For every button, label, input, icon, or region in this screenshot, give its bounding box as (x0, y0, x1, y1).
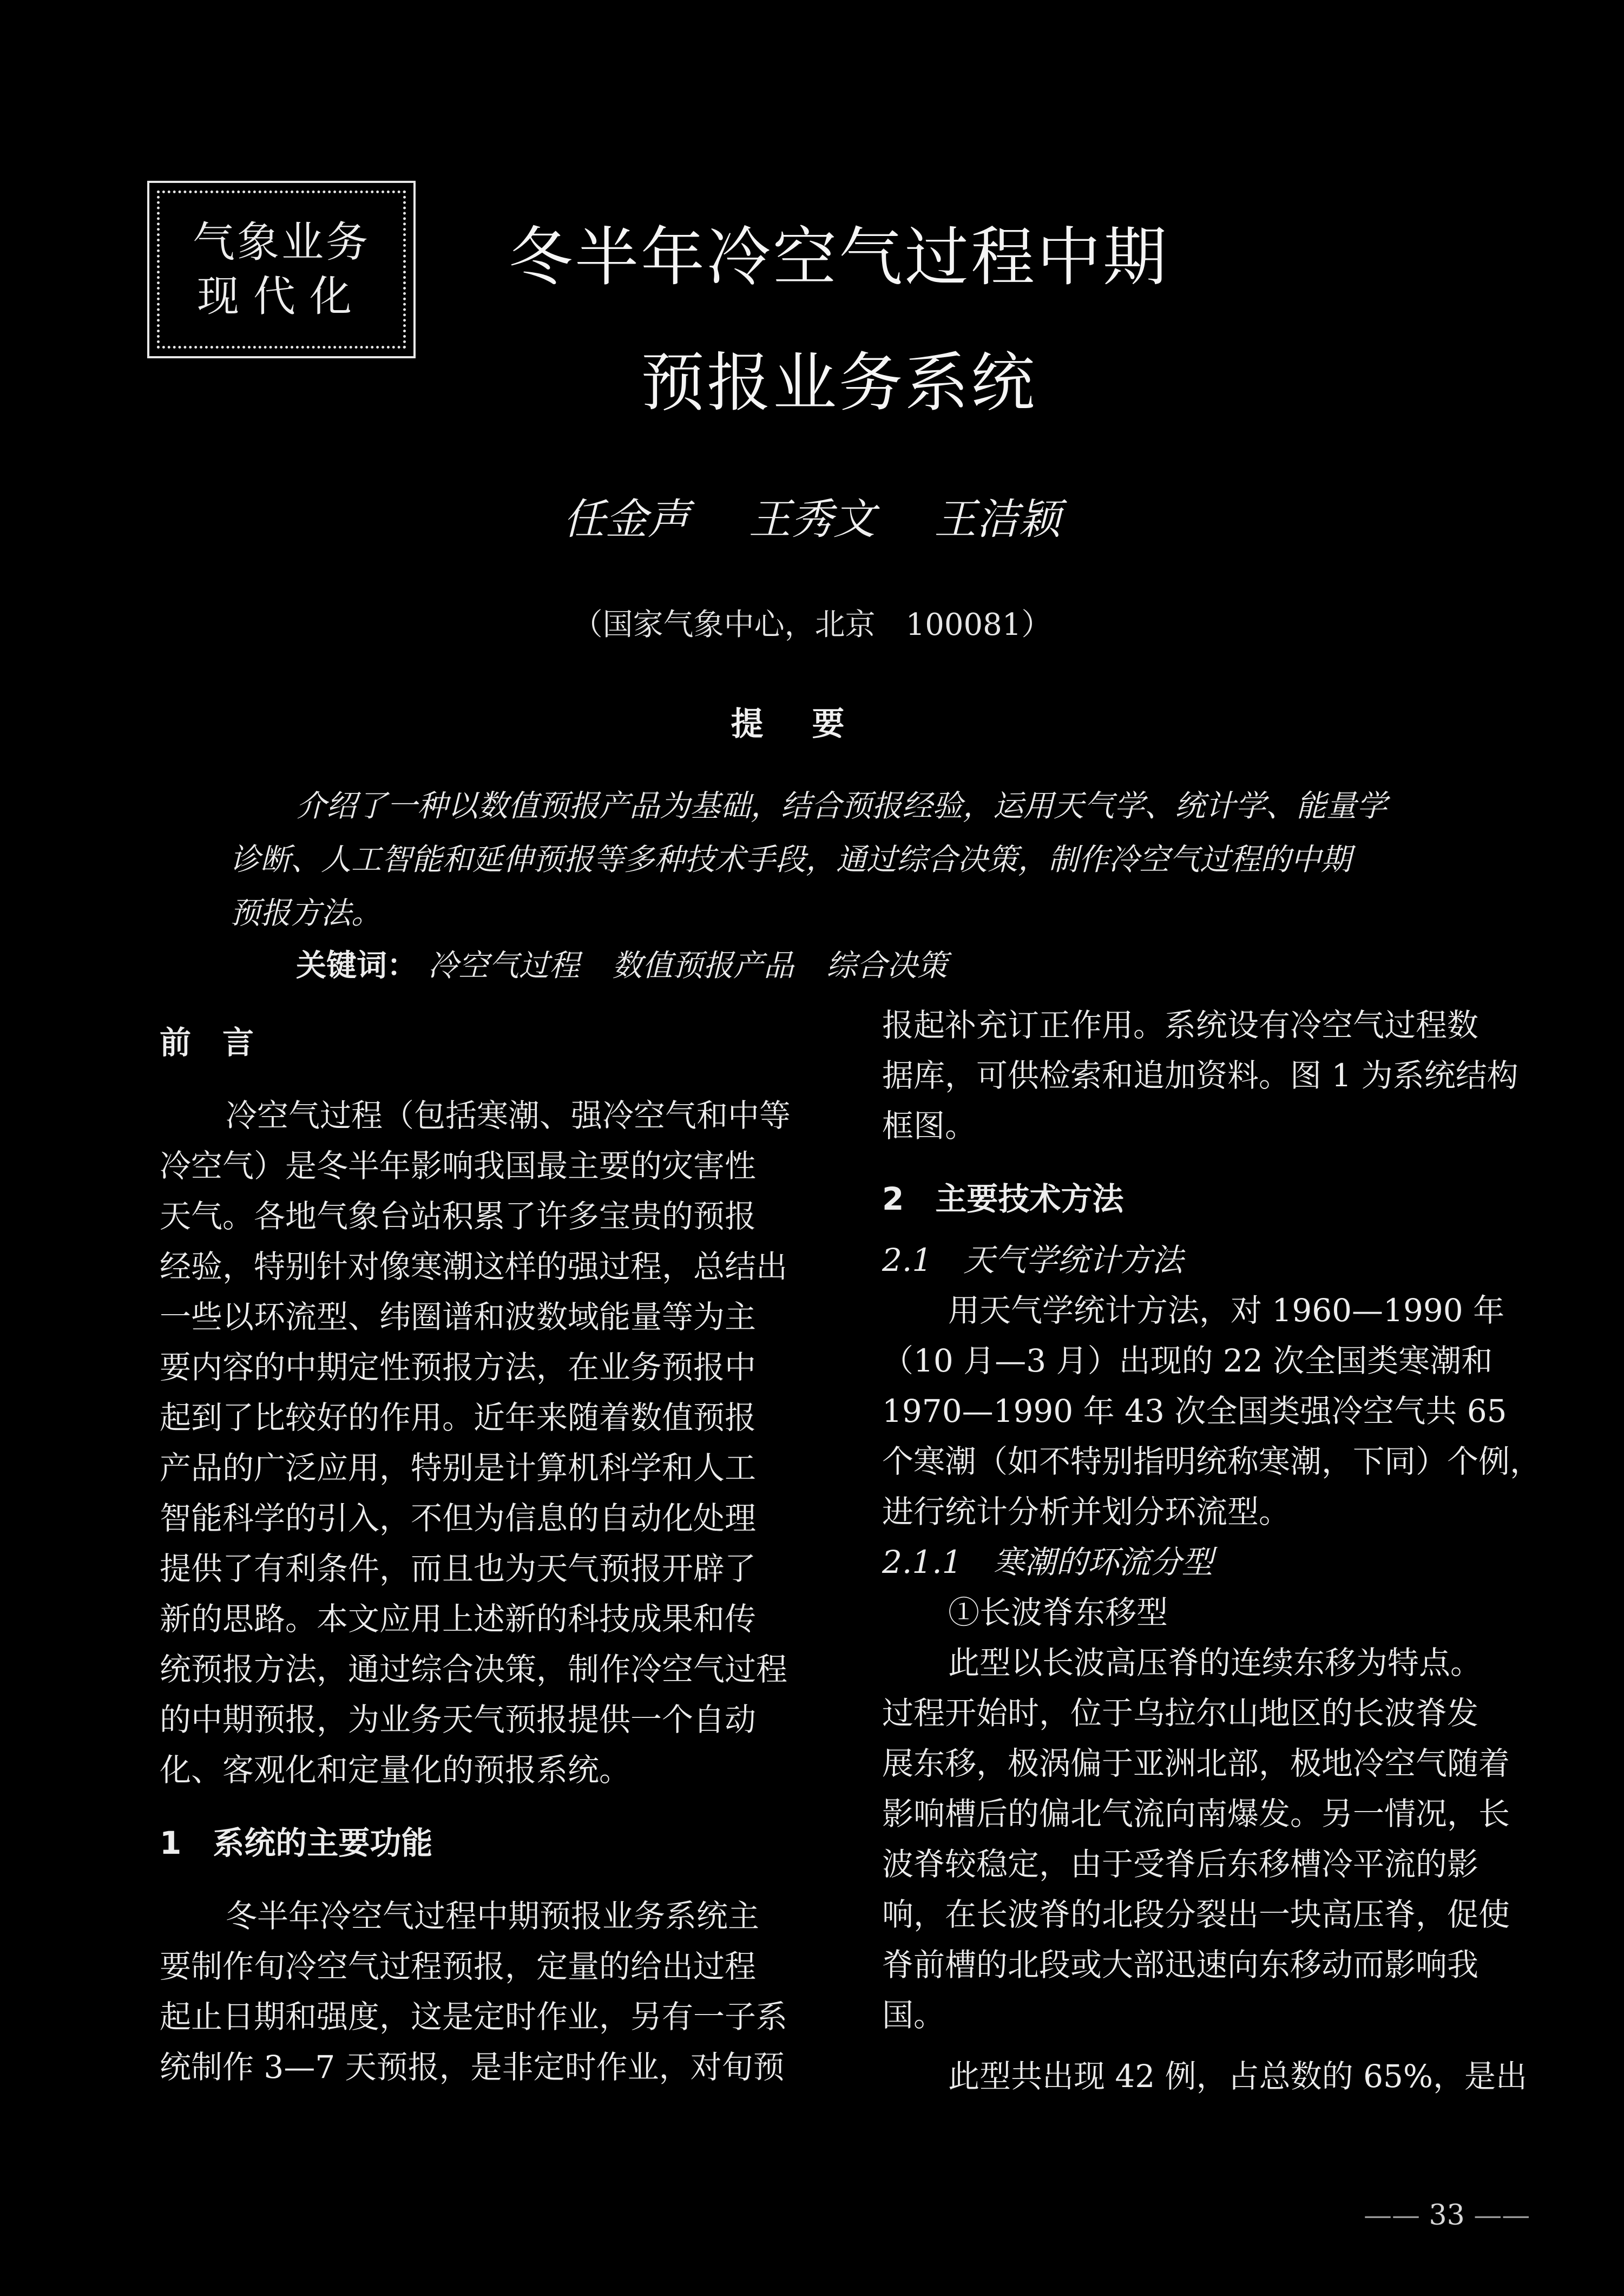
body-line: 进行统计分析并划分环流型。 (882, 1493, 1291, 1530)
body-line: 此型以长波高压脊的连续东移为特点。 (948, 1644, 1482, 1681)
body-line: 起到了比较好的作用。近年来随着数值预报 (160, 1399, 757, 1436)
page-title-line-1: 冬半年冷空气过程中期 (508, 220, 1169, 294)
author-name: 任金声 (563, 495, 690, 544)
author-list (0, 493, 1624, 547)
abstract-line: 介绍了一种以数值预报产品为基础，结合预报经验，运用天气学、统计学、能量学 (296, 789, 1387, 824)
page-number-dash-left: —— (1364, 2199, 1429, 2232)
body-line: 经验，特别针对像寒潮这样的强过程，总结出 (160, 1248, 788, 1285)
abstract-heading: 提要 (731, 705, 893, 743)
subsection-2-1-1-heading: 2.1.1 寒潮的环流分型 (882, 1544, 1213, 1580)
body-line: 框图。 (882, 1107, 977, 1144)
column-badge (157, 191, 406, 349)
body-line: 报起补充订正作用。系统设有冷空气过程数 (882, 1007, 1479, 1044)
body-line: 冷空气）是冬半年影响我国最主要的灾害性 (160, 1147, 757, 1184)
body-line: 统预报方法，通过综合决策，制作冷空气过程 (160, 1651, 788, 1688)
body-line: 据库，可供检索和追加资料。图 1 为系统结构 (882, 1057, 1518, 1094)
abstract-body (230, 779, 1491, 940)
body-line: 冷空气过程（包括寒潮、强冷空气和中等 (226, 1097, 791, 1134)
keywords (296, 944, 948, 988)
body-line: 用天气学统计方法，对 1960—1990 年 (948, 1292, 1505, 1329)
author-name: 王秀文 (748, 495, 876, 544)
body-line: 要内容的中期定性预报方法，在业务预报中 (160, 1349, 757, 1386)
section-2-heading: 2 主要技术方法 (882, 1180, 1124, 1217)
type-1-heading: ①长波脊东移型 (948, 1594, 1168, 1631)
body-line: 化、客观化和定量化的预报系统。 (160, 1751, 631, 1788)
body-line: 产品的广泛应用，特别是计算机科学和人工 (160, 1449, 757, 1486)
page-title-line-2: 预报业务系统 (640, 345, 1037, 420)
body-line: 个寒潮（如不特别指明统称寒潮，下同）个例， (882, 1443, 1542, 1480)
author-name: 王洁颖 (934, 495, 1061, 544)
body-line: （10 月—3 月）出现的 22 次全国类寒潮和 (882, 1342, 1493, 1379)
body-line: 要制作旬冷空气过程预报，定量的给出过程 (160, 1948, 757, 1985)
left-column (160, 1018, 809, 2092)
right-column (882, 1000, 1542, 2102)
keyword: 冷空气过程 (428, 948, 580, 983)
abstract-line: 诊断、人工智能和延伸预报等多种技术手段，通过综合决策，制作冷空气过程的中期 (230, 842, 1351, 877)
body-line: 影响槽后的偏北气流向南爆发。另一情况，长 (882, 1795, 1510, 1832)
page-number-dash-right: —— (1464, 2199, 1530, 2232)
body-line: 天气。各地气象台站积累了许多宝贵的预报 (160, 1198, 757, 1235)
body-line: 一些以环流型、纬圈谱和波数域能量等为主 (160, 1298, 757, 1335)
body-line: 展东移，极涡偏于亚洲北部，极地冷空气随着 (882, 1745, 1510, 1782)
keywords-label: 关键词： (296, 948, 417, 983)
keyword: 数值预报产品 (612, 948, 794, 983)
page-number (1364, 2196, 1530, 2234)
body-line: 智能科学的引入，不但为信息的自动化处理 (160, 1500, 757, 1537)
body-line: 脊前槽的北段或大部迅速向东移动而影响我 (882, 1946, 1479, 1983)
body-line: 冬半年冷空气过程中期预报业务系统主 (226, 1898, 760, 1934)
body-line: 波脊较稳定，由于受脊后东移槽冷平流的影 (882, 1846, 1479, 1882)
body-line: 起止日期和强度，这是定时作业，另有一子系 (160, 1998, 788, 2035)
body-line: 统制作 3—7 天预报，是非定时作业，对旬预 (160, 2049, 785, 2085)
section-1-heading: 1 系统的主要功能 (160, 1825, 433, 1861)
body-line: 1970—1990 年 43 次全国类强冷空气共 65 (882, 1393, 1507, 1429)
body-line: 国。 (882, 1997, 945, 2033)
body-line: 此型共出现 42 例，占总数的 65%，是出 (948, 2058, 1528, 2095)
body-line: 的中期预报，为业务天气预报提供一个自动 (160, 1701, 757, 1738)
page-number-value: 33 (1429, 2199, 1465, 2232)
preface-heading: 前 言 (160, 1024, 254, 1061)
body-line: 过程开始时，位于乌拉尔山地区的长波脊发 (882, 1695, 1479, 1731)
affiliation: （国家气象中心，北京 100081） (572, 607, 1052, 642)
badge-line-1: 气象业务 (192, 218, 370, 267)
badge-line-2: 现代化 (196, 272, 366, 321)
keyword: 综合决策 (826, 948, 948, 983)
body-line: 新的思路。本文应用上述新的科技成果和传 (160, 1600, 757, 1637)
body-line: 响，在长波脊的北段分裂出一块高压脊，促使 (882, 1896, 1510, 1933)
subsection-2-1-heading: 2.1 天气学统计方法 (882, 1242, 1184, 1278)
body-line: 提供了有利条件，而且也为天气预报开辟了 (160, 1550, 757, 1587)
abstract-line: 预报方法。 (230, 896, 382, 931)
